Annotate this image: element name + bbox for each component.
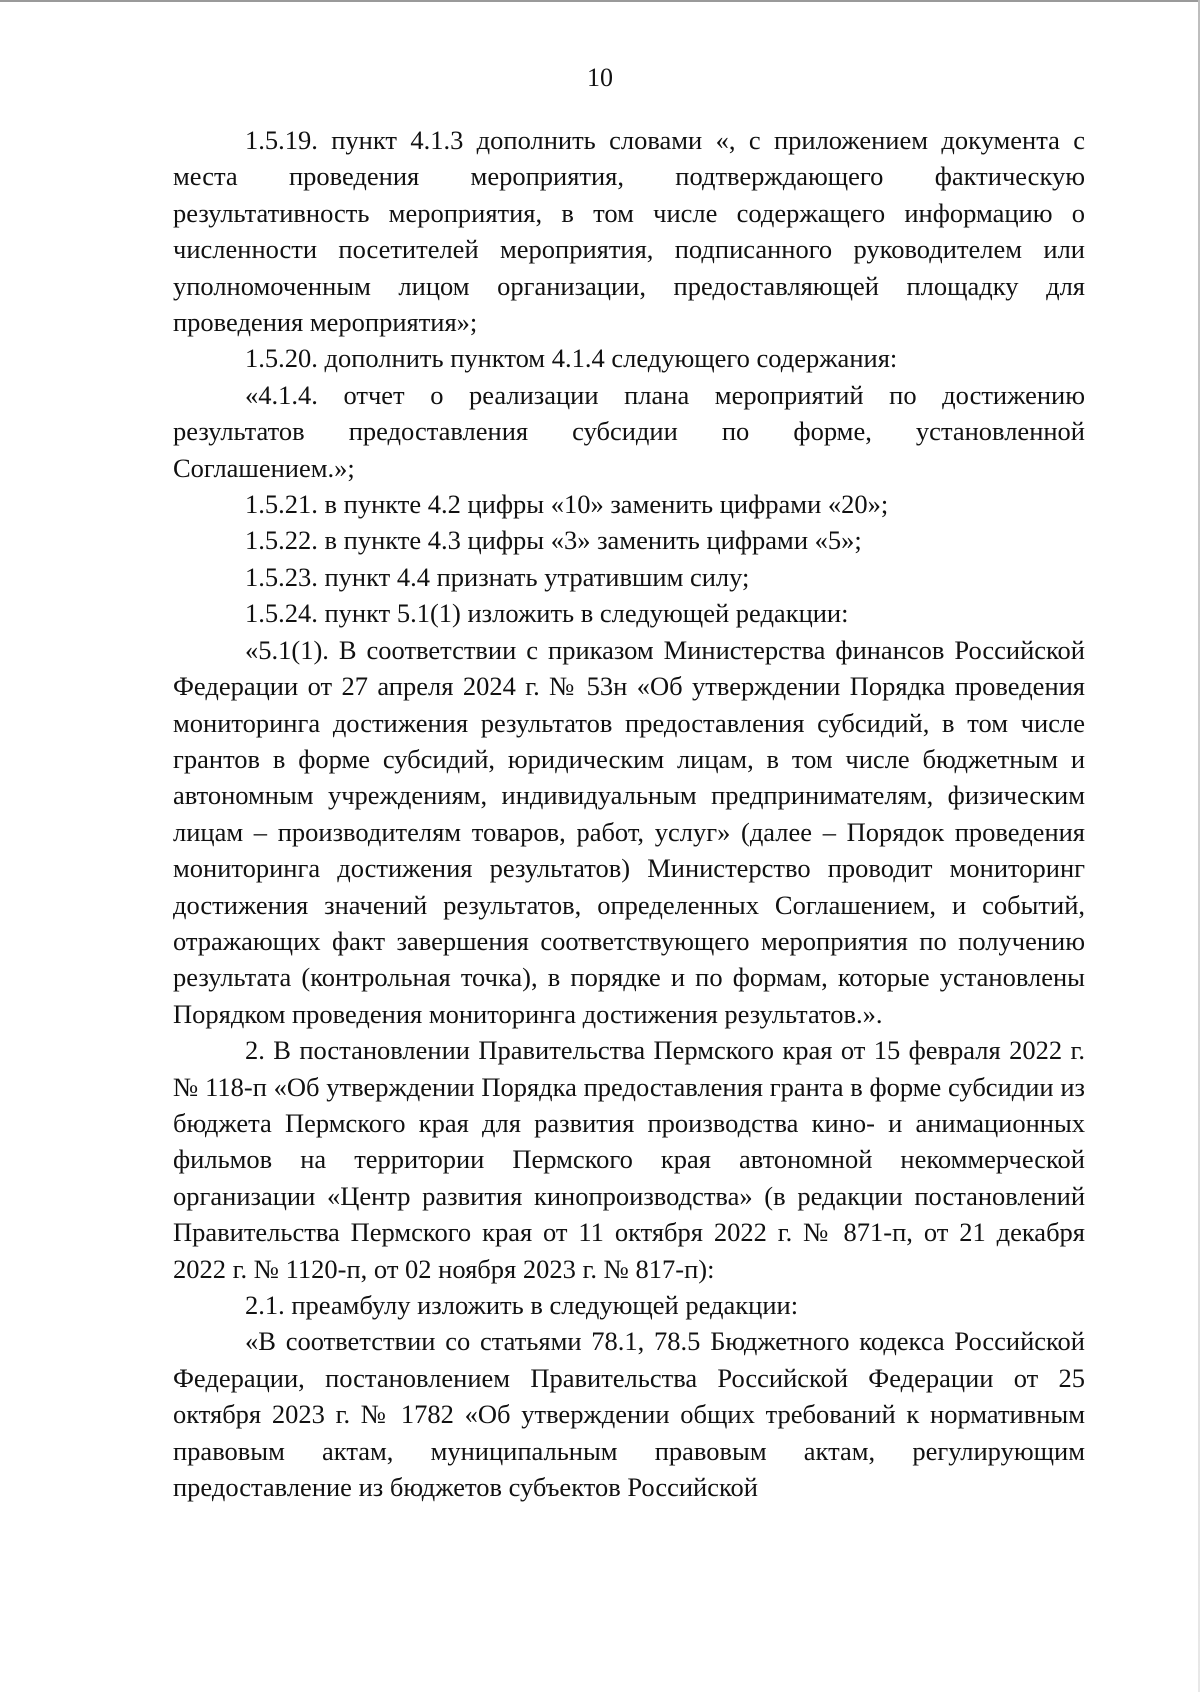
paragraph-2-1: 2.1. преамбулу изложить в следующей редакции: [245,1290,799,1320]
document-body [173,122,1085,1505]
paragraph-5-1-1-quote: «5.1(1). В соответствии с приказом Министерства финансов Российской Федерации от 27 апреля 2024 г. № 53н «Об утверждении Порядка проведения мониторинга достижения результатов предоставления субсидий, в том числе грантов в форме субсидий, юридическим лицам, в том числе бюджетным и автономным учреждениям, индивидуальным предпринимателям, физическим лицам – производителям товаров, работ, услуг» (далее – Порядок проведения мониторинга достижения результатов) Министерство проводит мониторинг достижения значений результатов, определенных Соглашением, и событий, отражающих факт завершения соответствующего мероприятия по получению результата (контрольная точка), в порядке и по формам, которые установлены Порядком проведения мониторинга достижения результатов.». [173,634,1085,1029]
paragraph-1-5-21: 1.5.21. в пункте 4.2 цифры «10» заменить цифрами «20»; [245,489,889,520]
paragraph-1-5-19: 1.5.19. пункт 4.1.3 дополнить словами «, с приложением документа с места проведения мероприятия, подтверждающего фактическую результативность мероприятия, в том числе содержащего информацию о численности посетителей мероприятия, подписанного руководителем или уполномоченным лицом организации, предоставляющей площадку для проведения мероприятия»; [173,125,1085,338]
paragraph-4-1-4-quote: «4.1.4. отчет о реализации плана мероприятий по достижению результатов предоставления субсидии по форме, установленной Соглашением.»; [173,379,1085,483]
page-number: 10 [587,63,613,92]
paragraph-1-5-20: 1.5.20. дополнить пунктом 4.1.4 следующего содержания: [245,343,898,374]
paragraph-1-5-22: 1.5.22. в пункте 4.3 цифры «3» заменить цифрами «5»; [245,525,862,556]
paragraph-1-5-23: 1.5.23. пункт 4.4 признать утратившим силу; [245,561,750,592]
paragraph-preamble-quote: «В соответствии со статьями 78.1, 78.5 Бюджетного кодекса Российской Федерации, постановлением Правительства Российской Федерации от 25 октября 2023 г. № 1782 «Об утверждении общих требований к нормативным правовым актам, муниципальным правовым актам, регулирующим предоставление из бюджетов субъектов Российской [173,1326,1085,1503]
paragraph-1-5-24: 1.5.24. пункт 5.1(1) изложить в следующей редакции: [245,598,849,629]
scan-top-edge [0,0,1200,2]
paragraph-2: 2. В постановлении Правительства Пермского края от 15 февраля 2022 г. № 118-п «Об утверждении Порядка предоставления гранта в форме субсидии из бюджета Пермского края для развития производства кино- и анимационных фильмов на территории Пермского края автономной некоммерческой организации «Центр развития кинопроизводства» (в редакции постановлений Правительства Пермского края от 11 октября 2022 г. № 871-п, от 21 декабря 2022 г. № 1120-п, от 02 ноября 2023 г. № 817-п): [173,1035,1085,1284]
